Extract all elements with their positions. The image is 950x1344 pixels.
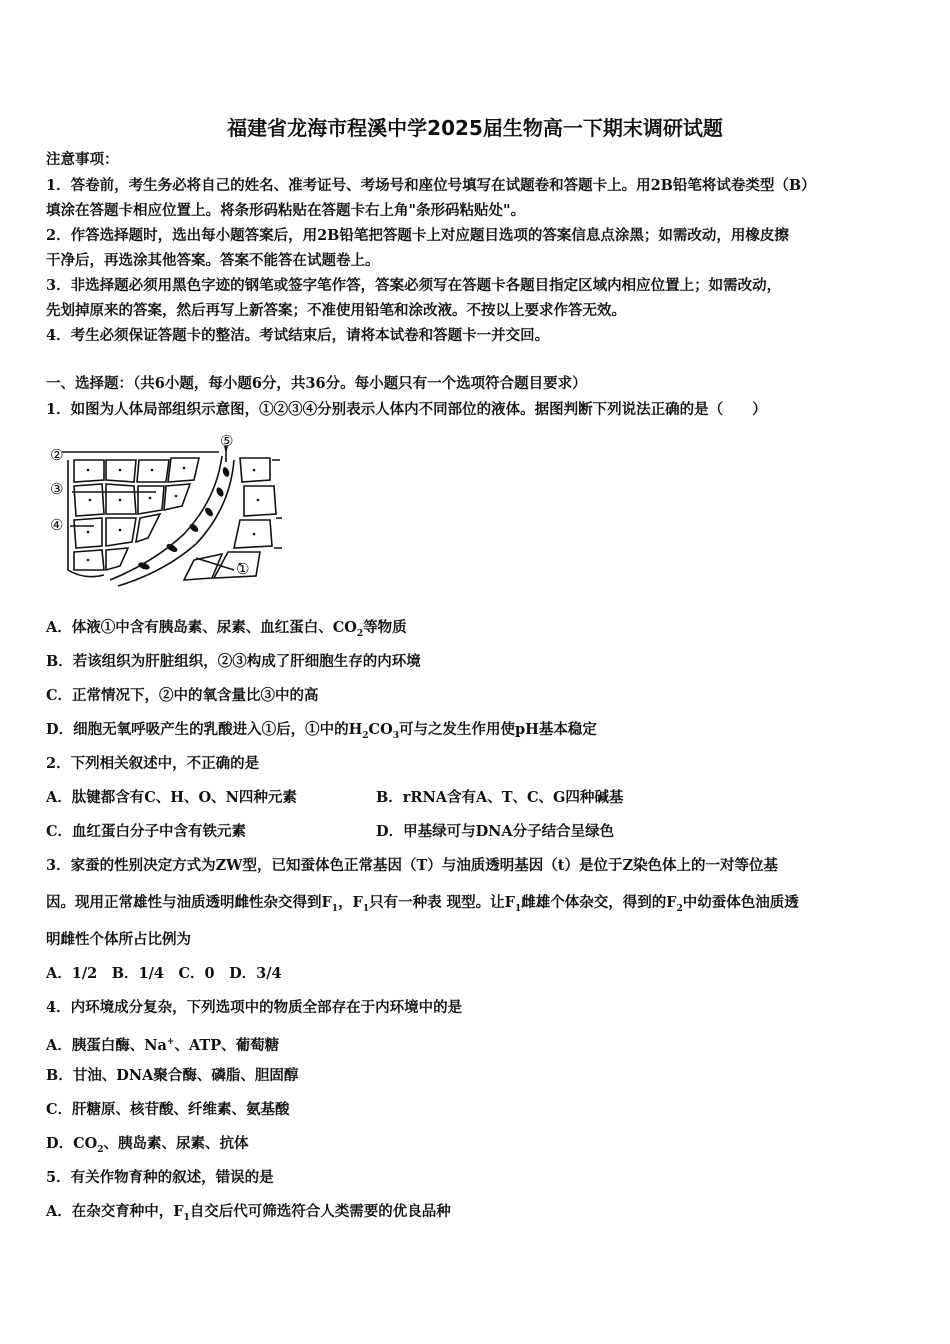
notice-line: 填涂在答题卡相应位置上。将条形码粘贴在答题卡右上角"条形码粘贴处"。: [46, 202, 526, 219]
q3-text: 因。现用正常雄性与油质透明雌性杂交得到F: [46, 894, 332, 911]
notice-line: 3．非选择题必须用黑色字迹的钢笔或签字笔作答，答案必须写在答题卡各题目指定区域内相应位置上；如需改动，: [46, 277, 782, 294]
label-2: ②: [50, 446, 64, 464]
q1-option-d: [46, 720, 908, 746]
notice-line: 2．作答选择题时，选出每小题答案后，用2B铅笔把答题卡上对应题目选项的答案信息点涂黑；如需改动，用橡皮擦: [46, 227, 789, 244]
q1-stem: 1．如图为人体局部组织示意图，①②③④分别表示人体内不同部位的液体。据图判断下列说法正确的是（ ）: [46, 401, 767, 418]
q1-option-c: C．正常情况下，②中的氧含量比③中的高: [46, 687, 319, 704]
q3-line-1: 3．家蚕的性别决定方式为ZW型，已知蚕体色正常基因（T）与油质透明基因（t）是位于Z染色体上的一对等位基: [46, 857, 779, 874]
q5-a-text-end: 自交后代可筛选符合人类需要的优良品种: [189, 1203, 451, 1220]
q3-sub: 2: [676, 903, 683, 914]
q2-option-d: D．甲基绿可与DNA分子结合呈绿色: [376, 823, 615, 840]
q5-option-a: [46, 1202, 908, 1228]
q3-sub: 1: [514, 903, 522, 914]
notice-line: 干净后，再选涂其他答案。答案不能答在试题卷上。: [46, 252, 380, 269]
q3-text: 雌雄个体杂交，得到的F: [521, 894, 677, 911]
q2-row-1: [46, 788, 908, 808]
q4-d-text: D．CO: [46, 1135, 98, 1152]
q4-option-b: B．甘油、DNA聚合酶、磷脂、胆固醇: [46, 1067, 299, 1084]
notice-line: 1．答卷前，考生务必将自己的姓名、准考证号、考场号和座位号填写在试题卷和答题卡上。用2B铅笔将试卷类型（B）: [46, 177, 816, 194]
q2-stem: 2．下列相关叙述中，不正确的是: [46, 755, 260, 772]
q4-a-text-end: 、ATP、葡萄糖: [174, 1036, 280, 1054]
q4-a-sup: +: [166, 1037, 175, 1047]
tissue-diagram: [44, 430, 284, 590]
q1-d-text-end: 可与之发生作用使pH基本稳定: [398, 721, 597, 738]
q2-option-b: B．rRNA含有A、T、C、G四种碱基: [376, 789, 624, 806]
notice-heading: 注意事项：: [46, 151, 119, 168]
q4-stem: 4．内环境成分复杂，下列选项中的物质全部存在于内环境中的是: [46, 999, 463, 1016]
q3-sub: 1: [362, 903, 370, 914]
q1-d-sub: 2: [362, 730, 369, 741]
q5-stem: 5．有关作物育种的叙述，错误的是: [46, 1169, 274, 1186]
q1-option-b: B．若该组织为肝脏组织，②③构成了肝细胞生存的内环境: [46, 653, 421, 670]
q3-sub: 1: [331, 903, 339, 914]
q2-option-a: A．肽键都含有C、H、O、N四种元素: [46, 789, 297, 806]
q4-d-sub: 2: [97, 1144, 104, 1155]
label-3: ③: [50, 480, 64, 498]
q3-text: 只有一种表 现型。让F: [369, 894, 515, 911]
q3-text: 中幼蚕体色油质透: [682, 894, 799, 911]
label-1: ①: [236, 560, 250, 578]
q4-a-text: A．胰蛋白酶、Na: [46, 1036, 167, 1054]
q3-text: ，F: [338, 894, 363, 911]
section-heading: 一、选择题：（共6小题，每小题6分，共36分。每小题只有一个选项符合题目要求）: [46, 375, 587, 392]
notice-line: 4．考生必须保证答题卡的整洁。考试结束后，请将本试卷和答题卡一并交回。: [46, 327, 550, 344]
q1-a-sub: 2: [356, 628, 364, 639]
q1-d-sub: 3: [392, 730, 399, 741]
q5-a-sub: 1: [183, 1212, 190, 1223]
q1-a-text-end: 等物质: [363, 619, 407, 636]
q1-d-text-mid: CO: [368, 721, 393, 738]
label-4: ④: [50, 516, 64, 534]
q1-a-text: A．体液①中含有胰岛素、尿素、血红蛋白、CO: [46, 619, 357, 636]
q3-line-3: 明雌性个体所占比例为: [46, 931, 191, 948]
q1-option-a: [46, 618, 908, 644]
page-title: 福建省龙海市程溪中学2025届生物高一下期末调研试题: [227, 116, 723, 140]
q4-d-text-end: 、胰岛素、尿素、抗体: [103, 1135, 249, 1152]
q3-line-2: [46, 893, 908, 919]
q5-a-text: A．在杂交育种中，F: [46, 1203, 184, 1220]
notice-line: 先划掉原来的答案，然后再写上新答案；不准使用铅笔和涂改液。不按以上要求作答无效。: [46, 302, 626, 319]
q3-options: A．1/2 B．1/4 C．0 D．3/4: [46, 965, 282, 982]
q4-option-a: [46, 1032, 908, 1056]
q2-option-c: C．血红蛋白分子中含有铁元素: [46, 823, 247, 840]
label-5: ⑤: [220, 432, 234, 450]
q2-row-2: [46, 822, 908, 842]
q4-option-d: [46, 1134, 908, 1160]
q4-option-c: C．肝糖原、核苷酸、纤维素、氨基酸: [46, 1101, 290, 1118]
q1-d-text: D．细胞无氧呼吸产生的乳酸进入①后，①中的H: [46, 721, 363, 738]
